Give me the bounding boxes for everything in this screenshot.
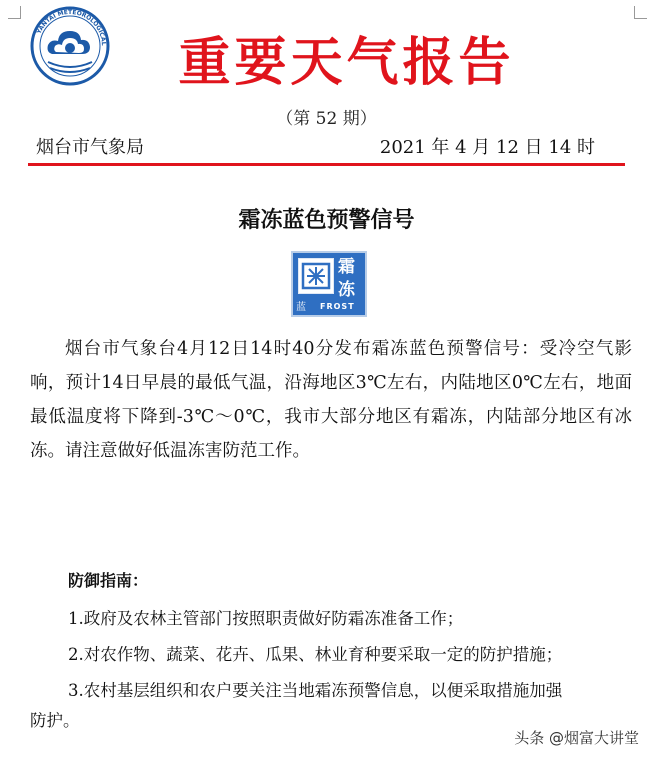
frost-icon [298, 258, 334, 294]
guide-item-continuation: 防护。 [30, 711, 80, 730]
issue-date: 2021 年 4 月 12 日 14 时 [379, 137, 595, 158]
svg-text:YANTAI METEOROLOGICAL: YANTAI METEOROLOGICAL [35, 8, 108, 46]
guide-item: 3.农村基层组织和农户要关注当地霜冻预警信息，以便采取措施加强 [68, 681, 563, 700]
report-title: 重要天气报告 [178, 33, 515, 93]
frost-blue-warning-badge [291, 251, 367, 317]
badge-char-frost: 霜 [338, 257, 355, 277]
issue-number: （第 52 期） [276, 109, 377, 129]
badge-char-freeze: 冻 [338, 280, 355, 300]
warning-title: 霜冻蓝色预警信号 [238, 208, 415, 233]
guide-item: 2.对农作物、蔬菜、花卉、瓜果、林业育种要采取一定的防护措施； [68, 645, 563, 664]
guide-title: 防御指南： [68, 571, 149, 590]
guide-item: 1.政府及农林主管部门按照职责做好防霜冻准备工作； [68, 609, 464, 628]
badge-label: FROST [320, 302, 355, 311]
header-divider [28, 163, 625, 166]
page-corner-mark [634, 6, 647, 19]
page-corner-mark [8, 6, 21, 19]
issuer-name: 烟台市气象局 [36, 137, 144, 158]
badge-level: 蓝 [296, 302, 306, 313]
guide-list [30, 604, 634, 742]
warning-body: 烟台市气象台4月12日14时40分发布霜冻蓝色预警信号：受冷空气影响，预计14日早晨的最低气温，沿海地区3℃左右，内陆地区0℃左右，地面最低温度将下降到-3℃～0℃，我市大部分地区有霜冻，内陆部分地区有冰冻。请注意做好低温冻害防范工作。 [30, 339, 632, 461]
watermark: 头条 @烟富大讲堂 [514, 729, 639, 747]
